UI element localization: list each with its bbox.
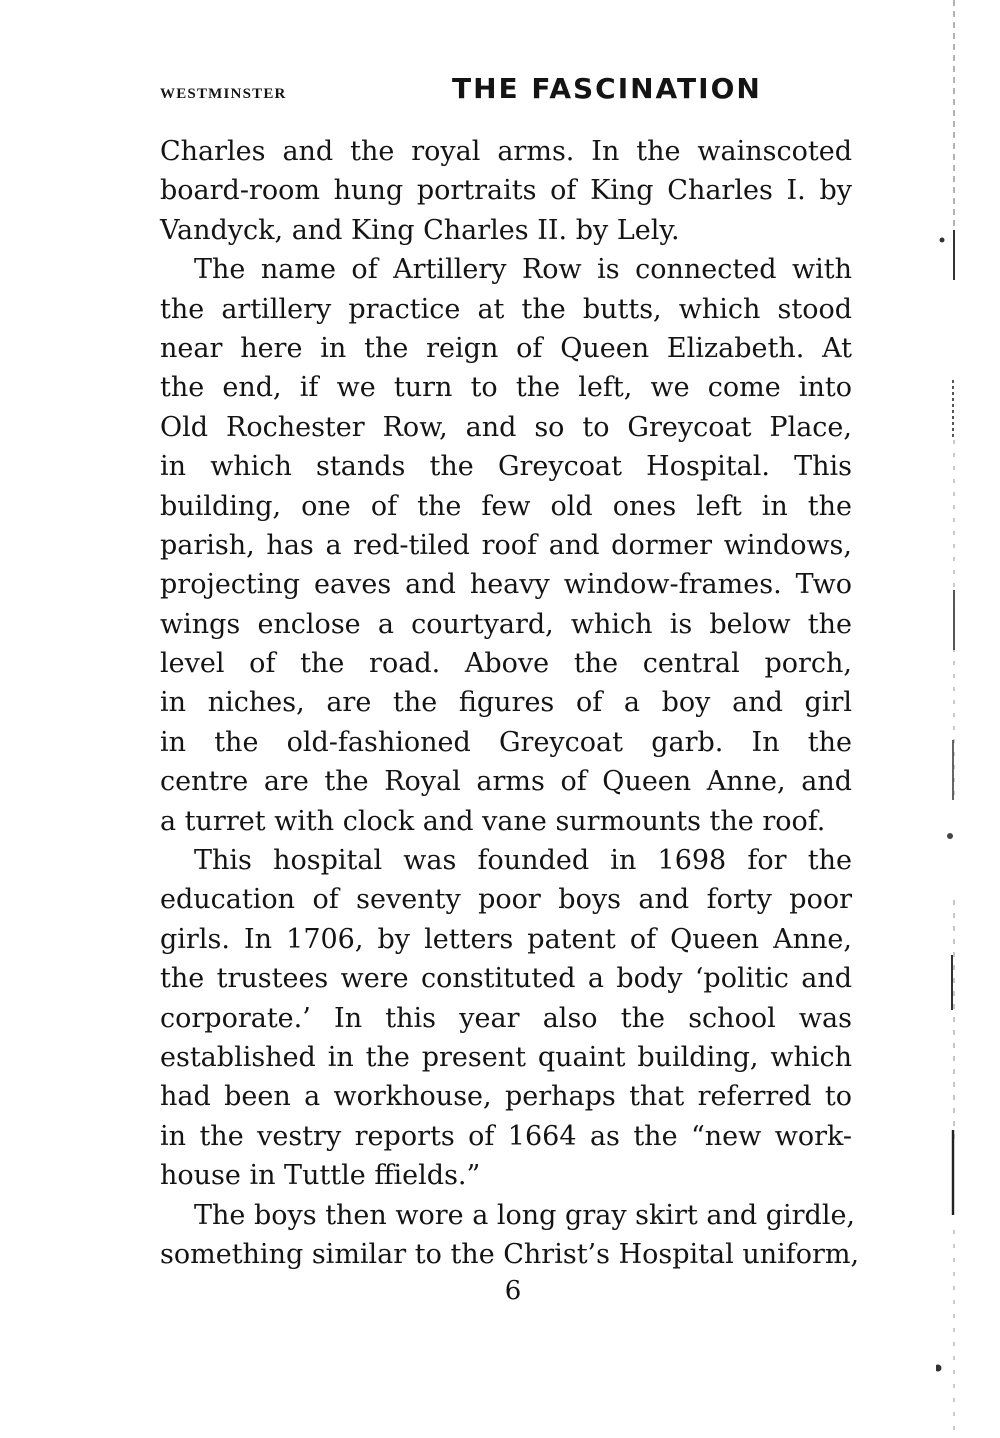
body-text bbox=[160, 132, 860, 1274]
text-line: parish, has a red-tiled roof and dormer windows, bbox=[160, 529, 852, 561]
text-line: Old Rochester Row, and so to Greycoat Place, bbox=[160, 411, 852, 443]
text-line: level of the road. Above the central porch, bbox=[160, 648, 852, 680]
paragraph bbox=[160, 250, 852, 841]
running-head bbox=[160, 72, 810, 116]
running-head-left: WESTMINSTER bbox=[160, 86, 287, 102]
text-line: corporate.’ In this year also the school was bbox=[160, 1002, 852, 1034]
text-line: near here in the reign of Queen Elizabeth. At bbox=[160, 332, 852, 364]
page-number: 6 bbox=[504, 1276, 522, 1306]
paragraph bbox=[160, 132, 852, 250]
text-line: The name of Artillery Row is connected with bbox=[194, 254, 852, 286]
text-line: in which stands the Greycoat Hospital. This bbox=[160, 451, 852, 483]
text-line: wings enclose a courtyard, which is below the bbox=[160, 608, 852, 640]
paragraph bbox=[160, 1196, 860, 1275]
text-line: girls. In 1706, by letters patent of Queen Anne, bbox=[160, 923, 852, 955]
text-line: The boys then wore a long gray skirt and girdle, bbox=[194, 1199, 856, 1231]
text-line: established in the present quaint building, which bbox=[160, 1041, 852, 1073]
text-line: education of seventy poor boys and forty poor bbox=[160, 884, 852, 916]
text-line: the trustees were constituted a body ‘politic and bbox=[160, 963, 852, 995]
text-line: This hospital was founded in 1698 for the bbox=[194, 845, 852, 877]
text-line: had been a workhouse, perhaps that referred to bbox=[160, 1081, 852, 1113]
page-edge-scan-artifact bbox=[936, 0, 964, 1438]
text-line: in niches, are the figures of a boy and girl bbox=[160, 687, 852, 719]
text-line: board-room hung portraits of King Charles I. by bbox=[160, 175, 852, 207]
running-head-title: THE FASCINATION bbox=[452, 72, 762, 105]
text-line: the end, if we turn to the left, we come into bbox=[160, 372, 852, 404]
text-line: Vandyck, and King Charles II. by Lely. bbox=[160, 214, 680, 246]
text-line: projecting eaves and heavy window-frames. Two bbox=[160, 569, 852, 601]
text-line: Charles and the royal arms. In the wainscoted bbox=[160, 136, 852, 167]
text-line: a turret with clock and vane surmounts the roof. bbox=[160, 805, 826, 837]
text-line: in the old-fashioned Greycoat garb. In the bbox=[160, 726, 852, 758]
text-line: building, one of the few old ones left in the bbox=[160, 490, 852, 522]
text-line: something similar to the Christ’s Hospital uniform, bbox=[160, 1238, 860, 1270]
paragraph bbox=[160, 841, 852, 1196]
text-line: house in Tuttle ffields.” bbox=[160, 1160, 481, 1192]
text-line: in the vestry reports of 1664 as the “new work- bbox=[160, 1120, 852, 1152]
text-line: the artillery practice at the butts, which stood bbox=[160, 293, 852, 325]
text-line: centre are the Royal arms of Queen Anne, and bbox=[160, 766, 852, 798]
